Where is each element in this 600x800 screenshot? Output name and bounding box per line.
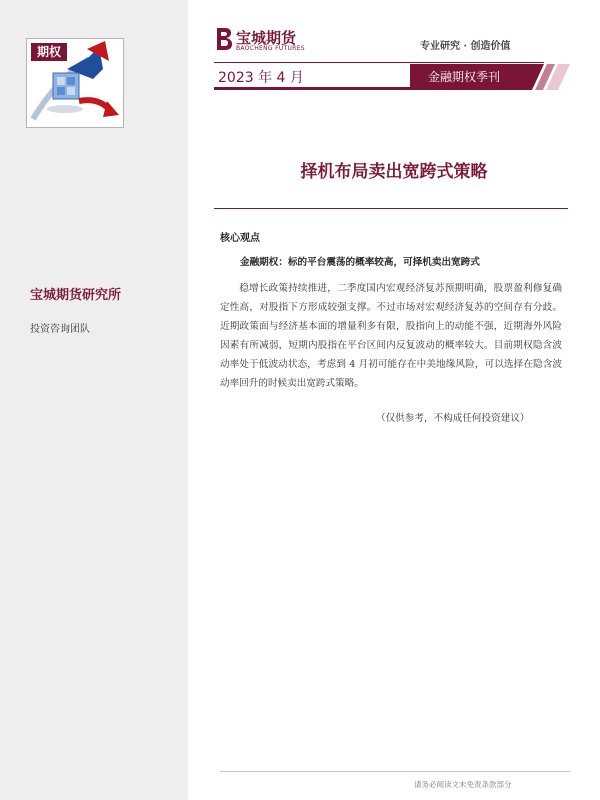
title-divider (214, 208, 568, 209)
sidebar (0, 0, 188, 800)
footer-divider (220, 771, 570, 772)
section-heading: 核心观点 (220, 233, 260, 244)
issue-date: 2023 年 4 月 (218, 70, 304, 86)
report-title: 择机布局卖出宽跨式策略 (300, 162, 488, 182)
slogan: 专业研究 · 创造价值 (420, 41, 511, 52)
body-paragraph: 稳增长政策持续推进，二季度国内宏观经济复苏预期明确，股票盈利修复确定性高，对股指下方形成较强支撑。不过市场对宏观经济复苏的空间存有分歧。近期政策面与经济基本面的增量利多有限，股指向上的动能不强，近期海外风险因素有所减弱，短期内股指在平台区间内反复波动的概率较大。目前期权隐含波动率处于低波动状态，考虑到 4 月初可能存在中美地缘风险，可以选择在隐含波动率回升的时候卖出宽跨式策略。 (220, 283, 562, 389)
footer-notice: 请务必阅读文末免责条款部分 (414, 780, 512, 789)
logo-english-name: BAOCHENG FUTURES (236, 45, 305, 52)
cover-image (26, 38, 124, 128)
cover-badge: 期权 (31, 43, 67, 61)
disclaimer: （仅供参考，不构成任何投资建议） (376, 413, 530, 424)
banner-top-line (214, 62, 544, 63)
company-logo (214, 26, 314, 54)
research-institute-name: 宝城期货研究所 (30, 288, 122, 303)
logo-b-icon (214, 26, 234, 52)
key-point: 金融期权：标的平台震荡的概率较高，可择机卖出宽跨式 (240, 257, 480, 268)
team-name: 投资咨询团队 (30, 324, 90, 335)
report-series: 金融期权季刊 (428, 70, 501, 84)
logo-chinese-name: 宝城期货 (236, 29, 297, 47)
